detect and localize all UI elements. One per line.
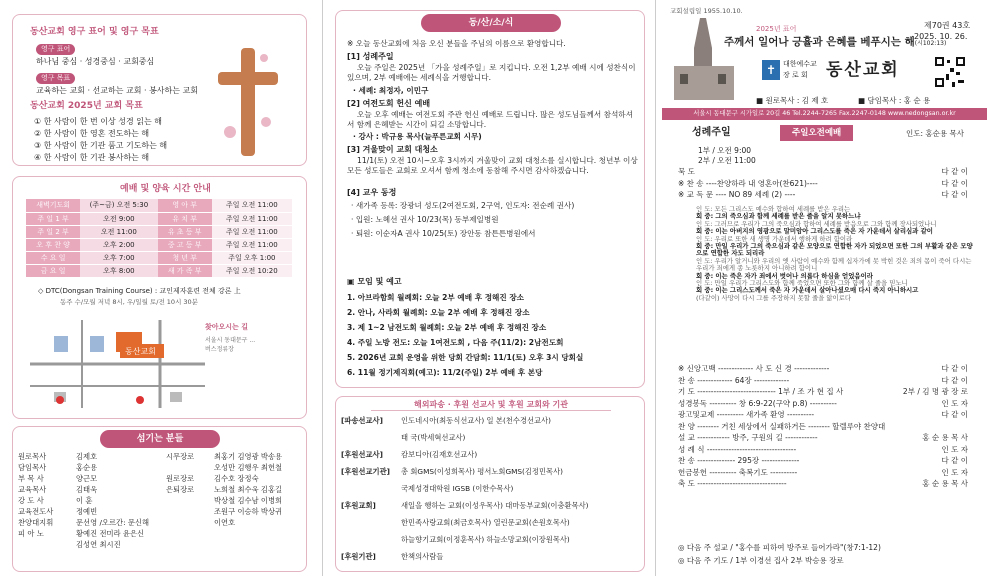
meeting-item: 6. 11월 정기제직회(예고): 11/2(주일) 2부 예배 후 본당 <box>347 368 543 377</box>
order-person: 다 같 이 <box>941 167 968 177</box>
server-row-role: 찬양대지휘 <box>18 517 54 527</box>
schedule-cell: 유 치 부 <box>158 212 212 225</box>
server-row-role <box>18 539 76 550</box>
mission-row <box>341 514 589 531</box>
servers-left <box>18 451 149 550</box>
order-row <box>678 398 968 410</box>
column-left <box>0 0 322 576</box>
order-row <box>678 467 968 479</box>
issue-number: 제70권 43호 <box>924 21 971 30</box>
denomination-line2: 장 로 회 <box>783 71 808 79</box>
news-s3: [3] 겨울맞이 교회 대청소 <box>347 145 438 154</box>
schedule-cell: 주 일 2 부 <box>26 225 80 238</box>
order-row <box>678 421 968 433</box>
server-row <box>18 517 149 528</box>
schedule-cell: 청 년 부 <box>158 251 212 264</box>
vision-title: 동산교회 영구 표어 및 영구 목표 <box>30 27 159 37</box>
schedule-table <box>26 199 292 278</box>
order-row <box>678 178 968 190</box>
mission-row <box>341 446 589 463</box>
schedule-cell: 주일 오전 11:00 <box>212 212 292 225</box>
mission-names: 총 회GMS(이성희목사) 평서노회GMS(김정민목사) <box>401 466 563 476</box>
mission-category: [후원선교기관] <box>341 466 390 476</box>
server-row-role: 교육전도사 <box>18 506 54 516</box>
mission-names: 캄보디아(김재호선교사) <box>401 449 478 459</box>
server-row-role: 피 아 노 <box>18 528 44 538</box>
tag-motto: 영구 표어 <box>36 43 75 55</box>
mission-row <box>341 429 589 446</box>
pastor-emeritus: ■ 원로목사 : 김 제 호 <box>756 96 829 105</box>
server-row <box>166 473 282 484</box>
server-row-role <box>166 495 214 506</box>
server-row-role: 원로장로 <box>166 473 195 483</box>
goal-title: 동산교회 2025년 교회 목표 <box>30 101 143 111</box>
meeting-item: 3. 제 1~2 남전도회 월례회: 오늘 2부 예배 후 정해진 장소 <box>347 323 547 332</box>
mission-category: [후원기관] <box>341 551 376 561</box>
mission-row <box>341 412 589 429</box>
mission-category <box>341 480 401 497</box>
news-s3-body: 11/1(토) 오전 10시~오후 3시까지 겨울맞이 교회 대청소를 실시합니다. 청년부 이상 모든 성도들은 교회로 오셔서 함께 청소에 동참해 주시면 감사하겠습니다. <box>347 156 638 175</box>
news-s2-speaker: · 강사 : 박규용 목사(늘푸른교회 시무) <box>353 132 482 141</box>
goal: 교육하는 교회 · 선교하는 교회 · 봉사하는 교회 <box>36 86 198 95</box>
reading-line: 회 중: 이는 그리스도께서 죽은 자 가운데서 살아나셨으매 다시 죽지 아니하시고 <box>696 286 919 295</box>
server-row-name: 문선영 /오르간: 문신해 <box>76 517 149 527</box>
order-row <box>678 444 968 456</box>
order-item: ※ 찬 송 ----찬양하라 내 영혼아(찬621)---- <box>678 178 818 188</box>
denomination-logo: ✝ <box>762 60 780 80</box>
server-row <box>18 539 149 550</box>
founding-date: 교회설립일 1955.10.10. <box>670 7 743 15</box>
order-item: ※ 신앙고백 ------------- 사 도 신 경 ------------- <box>678 364 830 374</box>
next-prayer: ◎ 다음 주 기도 / 1부 이경선 집사 2부 박승용 장로 <box>678 556 844 565</box>
server-row <box>18 473 149 484</box>
server-row <box>166 495 282 506</box>
goal-item: ③ 한 사람이 한 기관 품고 기도하는 해 <box>34 141 168 150</box>
schedule-cell: 새 가 족 부 <box>158 264 212 277</box>
mission-names: 하늘향기교회(이정훈목사) 하늘소망교회(이장원목사) <box>401 534 570 544</box>
meeting-item: 5. 2026년 교회 운영을 위한 당회 간담회: 11/1(토) 오후 3시 당회실 <box>347 353 584 362</box>
mission-table <box>341 412 589 565</box>
server-row-name: 김태욱 <box>76 484 98 494</box>
server-row <box>18 484 149 495</box>
mission-category <box>341 531 401 548</box>
schedule-cell: (주~금) 오전 5:30 <box>80 199 157 212</box>
order-person: 홍 순 용 목 사 <box>922 479 968 489</box>
mission-names: 한책의사람들 <box>401 551 444 561</box>
meeting-item: 4. 주일 노방 전도: 오늘 1여전도회 , 다음 주(11/2): 2남전도회 <box>347 338 564 347</box>
order-part1 <box>678 166 968 201</box>
server-row-name: 조원구 이승하 박상귀 <box>214 506 283 516</box>
senior-pastor: ■ 담임목사 : 홍 순 용 <box>858 96 931 105</box>
mission-row <box>341 463 589 480</box>
schedule-row <box>26 225 292 238</box>
service-time-2: 2부 / 오전 11:00 <box>698 156 756 165</box>
schedule-cell: 주일 오후 1:00 <box>212 251 292 264</box>
server-row-name: 김수호 장정숙 <box>214 473 259 483</box>
column-right <box>655 0 990 576</box>
order-item: 찬 송 ------------- 64장 ------------- <box>678 375 790 385</box>
order-row <box>678 363 968 375</box>
order-item: ※ 교 독 문 ---- NO 89 세례 (2) ---- <box>678 190 796 200</box>
order-person: 다 같 이 <box>941 364 968 374</box>
goal-item: ④ 한 사람이 한 기관 봉사하는 해 <box>34 153 150 162</box>
sunday-name: 성례주일 <box>692 127 731 138</box>
schedule-cell: 오후 7:00 <box>80 251 157 264</box>
motto: 하나님 중심 · 성경중심 · 교회중심 <box>36 57 155 66</box>
server-row <box>18 462 149 473</box>
server-row-name: 최홍기 김영광 박송용 <box>214 451 283 461</box>
schedule-cell: 오전 9:00 <box>80 212 157 225</box>
schedule-cell: 주일 오전 11:00 <box>212 225 292 238</box>
tag-goal: 영구 목표 <box>36 72 75 84</box>
mission-category <box>341 514 401 531</box>
service-leader: 인도: 홍순용 목사 <box>906 129 965 138</box>
server-row-role: 부 목 사 <box>18 473 44 483</box>
motto-year: 2025년 표어 <box>756 25 797 33</box>
order-part2 <box>678 363 968 490</box>
server-row-name: 박상철 김수남 이병희 <box>214 495 283 505</box>
order-item: 설 교 ------------ 방주, 구원의 길 ------------ <box>678 433 818 443</box>
news-s1-baptism: · 세례: 최정자, 이민구 <box>353 86 429 95</box>
schedule-row <box>26 212 292 225</box>
bulletin-date: 2025. 10. 26. <box>914 32 968 41</box>
schedule-cell: 유 초 등 부 <box>158 225 212 238</box>
order-row <box>678 409 968 421</box>
server-row-name: 김제호 <box>76 451 98 461</box>
server-row <box>166 462 282 473</box>
schedule-cell: 새벽기도회 <box>26 199 80 212</box>
order-item: 기 도 ----------------------------- 1부 / 조 가 현 집 사 <box>678 387 844 397</box>
column-middle <box>322 0 655 576</box>
server-row-name: 이 훈 <box>76 495 93 505</box>
mission-names: 인도네시아(최동식선교사) 일 본(천수경선교사) <box>401 415 551 425</box>
order-row <box>678 432 968 444</box>
news-intro: ※ 오늘 동산교회에 처음 오신 분들을 주님의 이름으로 환영합니다. <box>347 39 566 48</box>
server-row <box>166 506 282 517</box>
schedule-cell: 오전 11:00 <box>80 225 157 238</box>
reading-line: 인 도: 만일 우리가 그리스도와 함께 죽었으면 또한 그와 함께 살 줄을 믿노니 <box>696 279 908 288</box>
server-row-role: 은퇴장로 <box>166 484 195 494</box>
schedule-row <box>26 251 292 264</box>
mission-row <box>341 497 589 514</box>
order-person: 인 도 자 <box>941 398 968 408</box>
server-row-name: 이연호 <box>214 517 236 527</box>
servers-right <box>166 451 282 528</box>
meetings-title: ▣ 모임 및 예고 <box>347 277 402 286</box>
schedule-cell: 주일 오전 10:20 <box>212 264 292 277</box>
order-item: 성경봉독 ---------- 창 6:9-22(구약 p.8) ---------- <box>678 398 837 408</box>
mission-names: 새일을 행하는 교회(이성우목사) 대마동부교회(이충환목사) <box>401 500 589 510</box>
server-row-name: 정예빈 <box>76 506 98 516</box>
order-row <box>678 375 968 387</box>
order-person: 인 도 자 <box>941 467 968 477</box>
meeting-item: 1. 아브라함회 월례회: 오늘 2부 예배 후 정해진 장소 <box>347 293 525 302</box>
reading-line: 인 도: 우리로 또한 새 생명 가운데서 행하게 하려 함이라 <box>696 234 853 243</box>
order-row <box>678 189 968 201</box>
server-row <box>18 528 149 539</box>
order-item: 성 례 식 --------------------------------- <box>678 444 797 454</box>
schedule-row <box>26 264 292 277</box>
server-row-name: 김성연 최시진 <box>76 539 121 549</box>
server-row-name: 노희철 최수욱 김홍길 <box>214 484 283 494</box>
mission-row <box>341 480 589 497</box>
responsive-reading <box>696 206 976 302</box>
schedule-cell: 주일 오전 11:00 <box>212 238 292 251</box>
dtc-info: ◇ DTC(Dongsan Training Course) : 교인제자훈련 전체 강론 上 <box>38 287 241 295</box>
server-row-name: 양근모 <box>76 473 98 483</box>
goal-item: ② 한 사람이 한 영혼 전도하는 해 <box>34 129 150 138</box>
reading-line: 인 도: 그러므로 우리가 그의 죽으심과 합하여 세례를 받음으로 그와 함께 장사되었나니 <box>696 219 937 228</box>
order-row <box>678 386 968 398</box>
order-item: 묵 도 <box>678 167 695 177</box>
server-row-role: 시무장로 <box>166 451 195 461</box>
reading-line: 회 중: 이는 아버지의 영광으로 말미암아 그리스도를 죽은 자 가운데서 살리심과 같이 <box>696 227 933 236</box>
map-directions: 서울시 동대문구 ... 버스정류장 <box>205 337 256 353</box>
server-row-name: 오성만 김행우 최헌철 <box>214 462 283 472</box>
server-row-role <box>166 517 214 528</box>
order-item: 헌금봉헌 ---------- 축복기도 ---------- <box>678 467 798 477</box>
order-row <box>678 478 968 490</box>
mission-title: 해외파송 · 후원 선교사 및 후원 교회와 기관 <box>371 399 611 411</box>
cross-image <box>212 42 282 160</box>
news-s4-admit: · 입원: 노혜선 권사 10/23(목) 동부제일병원 <box>351 215 499 224</box>
server-row-role: 원로목사 <box>18 451 47 461</box>
servers-title: 섬기는 분들 <box>100 430 220 448</box>
reading-line: 인 도: 모든 그리스도 예수와 합하여 세례를 받은 우리는 <box>696 205 851 213</box>
news-s1-body: 오늘 주일은 2025년 「가을 성례주일」로 지킵니다. 오전 1,2부 예배 시에 성찬식이 있으며, 2부 예배에는 세례식을 거행합니다. <box>347 63 636 82</box>
news-s1: [1] 성례주일 <box>347 52 394 61</box>
dtc-time: 동주 수/모월 저녁 8시, 우/일월 토/전 10시 30분 <box>60 298 198 306</box>
news-s4-discharge: · 퇴원: 이순자A 권사 10/25(토) 장안동 참튼튼병원에서 <box>351 229 536 238</box>
schedule-cell: 영 아 부 <box>158 199 212 212</box>
schedule-title: 예배 및 양육 시간 안내 <box>120 184 211 194</box>
order-person: 다 같 이 <box>941 410 968 420</box>
order-person: 인 도 자 <box>941 444 968 454</box>
server-row-name: 홍순용 <box>76 462 98 472</box>
server-row <box>166 451 282 462</box>
order-row <box>678 455 968 467</box>
server-row <box>166 517 282 528</box>
mission-names: 한민족사랑교회(최금호목사) 열린문교회(손원호목사) <box>401 517 570 527</box>
schedule-cell: 오후 8:00 <box>80 264 157 277</box>
reading-line: (다같이) 사망이 다시 그를 주장하지 못할 줄을 앎이로다 <box>696 293 852 302</box>
order-person: 다 같 이 <box>941 178 968 188</box>
order-item: 찬 양 -------- 거친 세상에서 실패하거든 -------- 할렐루야 찬양대 <box>678 421 886 431</box>
reading-line: 회 중: 이는 죽은 자가 죄에서 벗어나 의롭다 하심을 얻었음이라 <box>696 271 873 280</box>
reading-line: 회 중: 만일 우리가 그의 죽으심과 같은 모양으로 연합한 자가 되었으면 또한 그의 부활과 같은 모양으로 연합한 자도 되리라 <box>696 242 973 258</box>
server-row-role <box>166 462 214 473</box>
schedule-row <box>26 238 292 251</box>
reading-line: 회 중: 그의 죽으심과 함께 세례를 받은 줄을 알지 못하느냐 <box>696 212 861 221</box>
server-row-role: 담임목사 <box>18 462 47 472</box>
annual-motto: 주께서 일어나 긍휼과 은혜를 베푸시는 해(시102:13) <box>724 36 947 48</box>
schedule-cell: 주 일 1 부 <box>26 212 80 225</box>
order-item: 광고및교제 ---------- 새가족 환영 ---------- <box>678 410 815 420</box>
order-person: 2부 / 김 명 광 장 로 <box>902 387 968 397</box>
schedule-cell: 중 고 등 부 <box>158 238 212 251</box>
mission-category: [후원교회] <box>341 500 376 510</box>
qr-code-icon[interactable] <box>934 56 966 88</box>
news-s2: [2] 여전도회 헌신 예배 <box>347 99 431 108</box>
location-map <box>20 312 290 414</box>
denomination-line1: 대한예수교 <box>783 60 817 68</box>
schedule-cell: 주일 오전 11:00 <box>212 199 292 212</box>
schedule-cell: 금 요 일 <box>26 264 80 277</box>
mission-category <box>341 429 401 446</box>
church-name: 동산교회 <box>826 60 900 80</box>
order-person <box>899 421 968 433</box>
server-row-name: 황예진 전미라 윤은신 <box>76 528 145 538</box>
service-badge: 주일오전예배 <box>780 125 853 141</box>
server-row <box>18 506 149 517</box>
order-person: 다 같 이 <box>941 375 968 385</box>
next-sermon: ◎ 다음 주 설교 / "홍수를 피하여 방주로 들어가라"(창7:1-12) <box>678 543 881 552</box>
mission-category: [후원선교사] <box>341 449 383 459</box>
schedule-cell: 오 후 찬 양 <box>26 238 80 251</box>
server-row <box>18 451 149 462</box>
server-row <box>166 484 282 495</box>
server-row-role: 교육목사 <box>18 484 47 494</box>
news-title: 동/산/소/식 <box>421 14 561 32</box>
map-directions-title: 찾아오시는 길 <box>205 323 249 331</box>
mission-row <box>341 531 589 548</box>
mission-names: 국제성경대학원 IGSB (이한수목사) <box>401 483 514 493</box>
mission-row <box>341 548 589 565</box>
server-row <box>18 495 149 506</box>
mission-category: [파송선교사] <box>341 415 383 425</box>
order-item: 축 도 --------------------------------- <box>678 479 787 489</box>
schedule-cell: 오후 2:00 <box>80 238 157 251</box>
news-s4: [4] 교우 동정 <box>347 188 397 197</box>
order-person: 다 같 이 <box>941 190 968 200</box>
service-time-1: 1부 / 오전 9:00 <box>698 146 752 155</box>
order-person: 다 같 이 <box>941 456 968 466</box>
church-building-image <box>670 18 740 100</box>
news-s2-body: 오늘 오후 예배는 여전도회 주관 헌신 예배로 드립니다. 많은 성도님들께서 참석하셔서 함께 은혜받는 시간이 되길 소망합니다. <box>347 110 633 129</box>
order-person: 홍 순 용 목 사 <box>922 433 968 443</box>
reading-line: 인 도: 우리가 알거니와 우리의 옛 사람이 예수와 함께 십자가에 못 박힌 것은 죄의 몸이 죽어 다시는 우리가 죄에게 종 노릇하지 아니하려 함이니 <box>696 256 972 273</box>
order-row <box>678 166 968 178</box>
news-s4-newcomer: · 새가족 등록: 장광녀 성도(2여전도회, 2구역, 인도자: 전순례 권사) <box>351 201 575 210</box>
schedule-row <box>26 199 292 212</box>
mission-names: 태 국(박세혁선교사) <box>401 432 466 442</box>
map-church-label: 동산교회 <box>125 347 156 356</box>
server-row-role: 강 도 사 <box>18 495 44 505</box>
order-item: 찬 송 -------------- 295장 -------------- <box>678 456 800 466</box>
server-row-role <box>166 506 214 517</box>
schedule-cell: 수 요 일 <box>26 251 80 264</box>
meeting-item: 2. 안나, 사라회 월례회: 오늘 2부 예배 후 정해진 장소 <box>347 308 530 317</box>
goal-item: ① 한 사람이 한 번 이상 성경 읽는 해 <box>34 117 162 126</box>
address-bar: 서울시 동대문구 시가일로 20길 46 Tel.2244-7265 Fax.2247-0148 www.nedongsan.or.kr <box>662 108 987 120</box>
